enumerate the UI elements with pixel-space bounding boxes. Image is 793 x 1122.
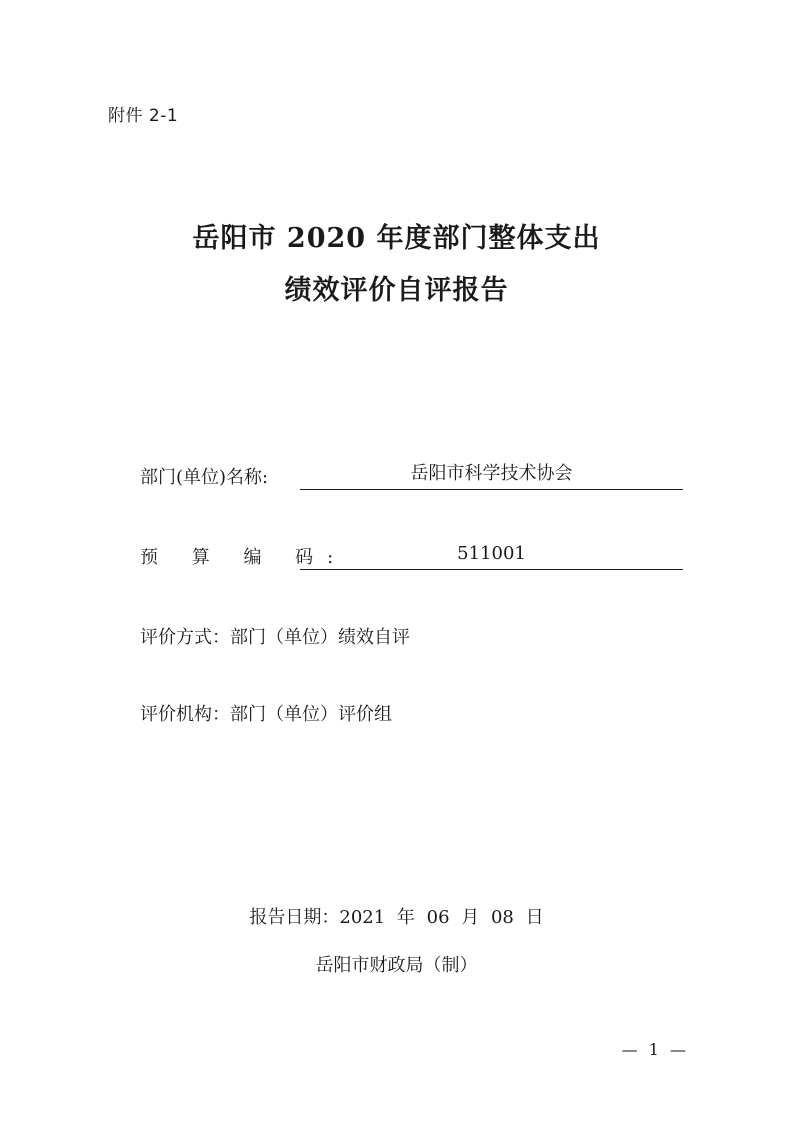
budget-code-label: 预 算 编 码: bbox=[140, 547, 348, 568]
dept-name-value: 岳阳市科学技术协会 bbox=[300, 463, 683, 490]
eval-org: 评价机构：部门（单位）评价组 bbox=[140, 704, 392, 725]
report-date: 报告日期：2021 年 06 月 08 日 bbox=[249, 907, 544, 928]
attachment-label: 附件 2-1 bbox=[108, 106, 179, 126]
document-title-line-2: 绩效评价自评报告 bbox=[284, 275, 509, 306]
eval-method: 评价方式：部门（单位）绩效自评 bbox=[140, 627, 410, 648]
budget-code-value: 511001 bbox=[300, 543, 683, 570]
page-number: — 1 — bbox=[621, 1040, 689, 1059]
dept-name-label: 部门(单位)名称: bbox=[140, 467, 269, 488]
document-title-line-1: 岳阳市 2020 年度部门整体支出 bbox=[192, 223, 601, 254]
issuer: 岳阳市财政局（制） bbox=[315, 955, 478, 976]
